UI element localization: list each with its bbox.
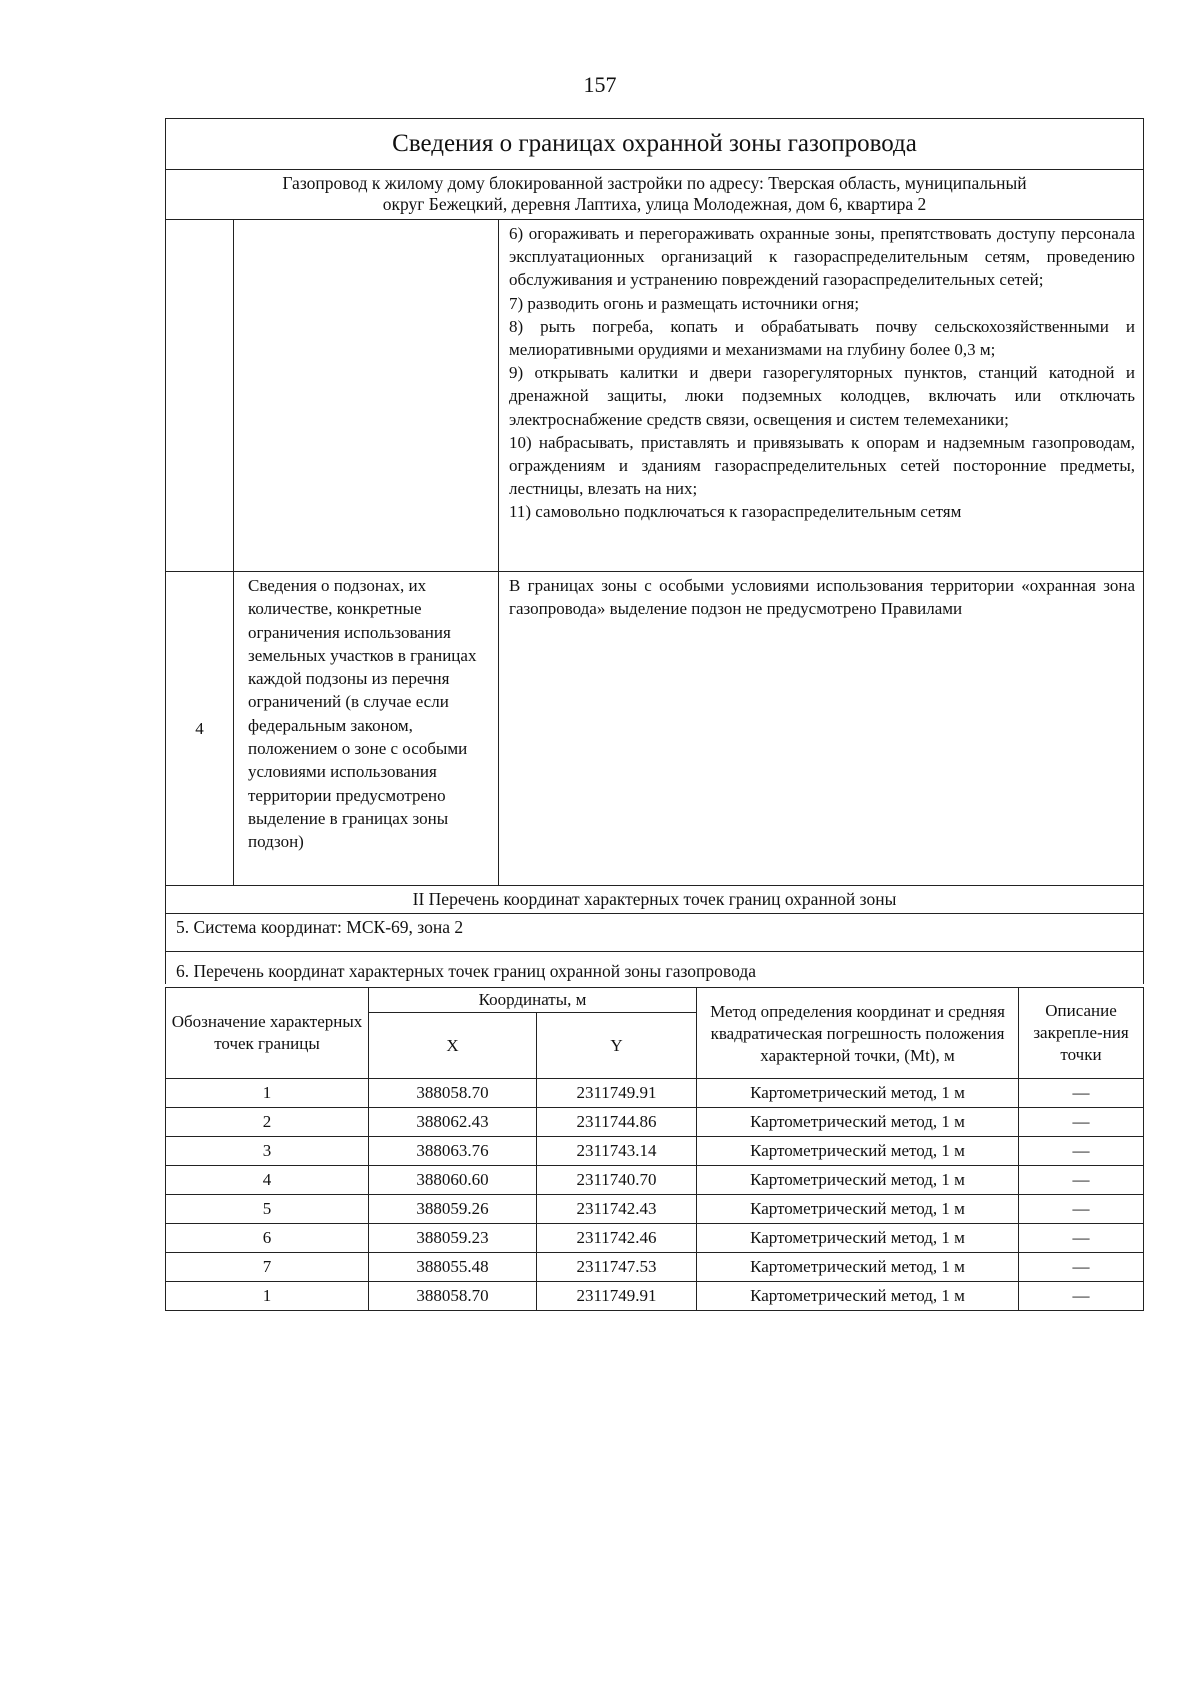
point-id: 7 bbox=[166, 1253, 369, 1282]
zone-info-table bbox=[165, 118, 1144, 984]
header-coordinates: Координаты, м bbox=[369, 988, 697, 1013]
table-row bbox=[166, 1137, 1144, 1166]
address-line-2: округ Бежецкий, деревня Лаптиха, улица Молодежная, дом 6, квартира 2 bbox=[382, 194, 927, 214]
coord-y: 2311747.53 bbox=[537, 1253, 697, 1282]
point-id: 3 bbox=[166, 1137, 369, 1166]
fixing-description: — bbox=[1019, 1079, 1144, 1108]
method: Картометрический метод, 1 м bbox=[697, 1282, 1019, 1311]
pipeline-address bbox=[166, 170, 1144, 220]
table-row bbox=[166, 1108, 1144, 1137]
row-label-empty bbox=[234, 220, 499, 572]
fixing-description: — bbox=[1019, 1195, 1144, 1224]
method: Картометрический метод, 1 м bbox=[697, 1166, 1019, 1195]
row-number: 4 bbox=[166, 572, 234, 886]
table-row bbox=[166, 1253, 1144, 1282]
fixing-description: — bbox=[1019, 1108, 1144, 1137]
coord-y: 2311749.91 bbox=[537, 1079, 697, 1108]
coord-y: 2311743.14 bbox=[537, 1137, 697, 1166]
method: Картометрический метод, 1 м bbox=[697, 1108, 1019, 1137]
fixing-description: — bbox=[1019, 1166, 1144, 1195]
table-row bbox=[166, 1079, 1144, 1108]
coordinate-list-title: 6. Перечень координат характерных точек границ охранной зоны газопровода bbox=[166, 952, 1144, 985]
header-y: Y bbox=[537, 1013, 697, 1079]
restriction-item: 10) набрасывать, приставлять и привязывать к опорам и надземным газопроводам, ограждениям и зданиям газораспределительных сетей посторонние предметы, лестницы, влезать на них; bbox=[509, 432, 1136, 499]
header-method: Метод определения координат и средняя квадратическая погрешность положения характерной точки, (Mt), м bbox=[697, 988, 1019, 1079]
coordinates-table bbox=[165, 987, 1144, 1311]
coord-x: 388063.76 bbox=[369, 1137, 537, 1166]
coord-x: 388058.70 bbox=[369, 1282, 537, 1311]
fixing-description: — bbox=[1019, 1224, 1144, 1253]
coordinate-system: 5. Система координат: МСК-69, зона 2 bbox=[166, 914, 1144, 952]
coord-x: 388062.43 bbox=[369, 1108, 537, 1137]
restrictions-continued bbox=[499, 220, 1144, 572]
coord-x: 388059.26 bbox=[369, 1195, 537, 1224]
table-row bbox=[166, 1224, 1144, 1253]
point-id: 1 bbox=[166, 1079, 369, 1108]
coord-y: 2311740.70 bbox=[537, 1166, 697, 1195]
point-id: 5 bbox=[166, 1195, 369, 1224]
coord-y: 2311744.86 bbox=[537, 1108, 697, 1137]
restriction-item: 7) разводить огонь и размещать источники огня; bbox=[509, 293, 860, 313]
table-row bbox=[166, 1282, 1144, 1311]
method: Картометрический метод, 1 м bbox=[697, 1224, 1019, 1253]
coord-y: 2311749.91 bbox=[537, 1282, 697, 1311]
subzone-label: Сведения о подзонах, их количестве, конкретные ограничения использования земельных участков в границах каждой подзоны из перечня ограничений (в случае если федеральным законом, положением о зоне с особыми условиями использования территории предусмотрено выделение в границах зоны подзон) bbox=[234, 572, 499, 886]
coord-y: 2311742.46 bbox=[537, 1224, 697, 1253]
table-row bbox=[166, 1166, 1144, 1195]
table-row bbox=[166, 1195, 1144, 1224]
point-id: 4 bbox=[166, 1166, 369, 1195]
coord-x: 388055.48 bbox=[369, 1253, 537, 1282]
coord-x: 388059.23 bbox=[369, 1224, 537, 1253]
method: Картометрический метод, 1 м bbox=[697, 1253, 1019, 1282]
row-number-empty bbox=[166, 220, 234, 572]
method: Картометрический метод, 1 м bbox=[697, 1079, 1019, 1108]
coord-x: 388058.70 bbox=[369, 1079, 537, 1108]
fixing-description: — bbox=[1019, 1137, 1144, 1166]
address-line-1: Газопровод к жилому дому блокированной застройки по адресу: Тверская область, муниципальный bbox=[282, 173, 1027, 193]
coord-x: 388060.60 bbox=[369, 1166, 537, 1195]
header-description: Описание закрепле-ния точки bbox=[1019, 988, 1144, 1079]
restriction-item: 11) самовольно подключаться к газораспределительным сетям bbox=[509, 502, 962, 522]
fixing-description: — bbox=[1019, 1253, 1144, 1282]
fixing-description: — bbox=[1019, 1282, 1144, 1311]
method: Картометрический метод, 1 м bbox=[697, 1137, 1019, 1166]
header-designation: Обозначение характерных точек границы bbox=[166, 988, 369, 1079]
restriction-item: 9) открывать калитки и двери газорегуляторных пунктов, станций катодной и дренажной защиты, люки подземных колодцев, включать или отключать электроснабжение средств связи, освещения и систем телемеханики; bbox=[509, 363, 1136, 429]
coord-y: 2311742.43 bbox=[537, 1195, 697, 1224]
page-number: 157 bbox=[583, 72, 617, 97]
point-id: 1 bbox=[166, 1282, 369, 1311]
document-title: Сведения о границах охранной зоны газопровода bbox=[166, 119, 1144, 170]
header-x: X bbox=[369, 1013, 537, 1079]
restriction-item: 8) рыть погреба, копать и обрабатывать почву сельскохозяйственными и мелиоративными орудиями и механизмами на глубину более 0,3 м; bbox=[509, 316, 1136, 360]
subzone-value: В границах зоны с особыми условиями использования территории «охранная зона газопровода» выделение подзон не предусмотрено Правилами bbox=[499, 572, 1144, 886]
method: Картометрический метод, 1 м bbox=[697, 1195, 1019, 1224]
point-id: 6 bbox=[166, 1224, 369, 1253]
restriction-item: 6) огораживать и перегораживать охранные зоны, препятствовать доступу персонала эксплуатационных организаций к газораспределительным сетям, проведению обслуживания и устранению повреждений газораспределительных сетей; bbox=[509, 224, 1136, 290]
point-id: 2 bbox=[166, 1108, 369, 1137]
section-2-title: II Перечень координат характерных точек границ охранной зоны bbox=[166, 886, 1144, 914]
